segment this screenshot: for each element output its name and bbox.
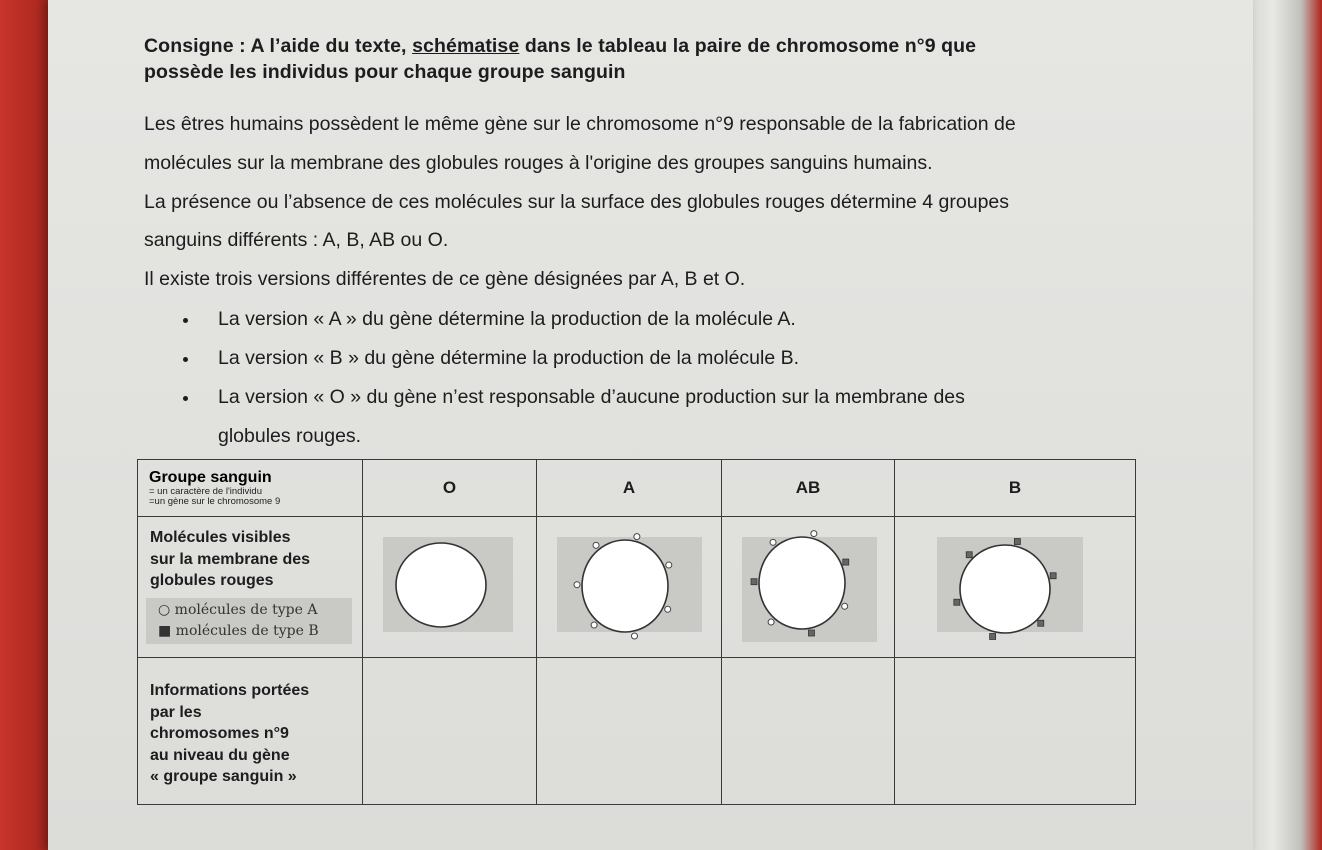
header-sub-1: = un caractère de l'individu xyxy=(149,486,262,497)
molecule-a-icon xyxy=(842,603,848,609)
molecule-a-icon xyxy=(593,542,599,548)
molecule-a-icon xyxy=(811,531,817,537)
answer-cell-b[interactable] xyxy=(895,658,1136,805)
molecule-a-icon xyxy=(574,582,580,588)
red-blood-cell xyxy=(582,540,668,632)
molecule-a-icon xyxy=(665,606,671,612)
info-label-2: par les xyxy=(150,703,202,721)
molecule-a-icon xyxy=(634,534,640,540)
red-blood-cell xyxy=(759,537,845,629)
cell-molecules-a xyxy=(537,517,722,658)
header-title: Groupe sanguin xyxy=(149,469,272,486)
consigne-line-2: possède les individus pour chaque groupe sanguin xyxy=(144,61,626,83)
paragraph-line-4: sanguins différents : A, B, AB ou O. xyxy=(144,229,449,251)
info-label-5: « groupe sanguin » xyxy=(150,768,297,785)
header-group-ab: AB xyxy=(722,460,895,517)
cell-molecules-o xyxy=(363,517,537,658)
bullet-item-o: La version « O » du gène n’est responsable d’aucune production sur la membrane des xyxy=(218,386,965,408)
bullet-item-a: La version « A » du gène détermine la production de la molécule A. xyxy=(218,308,796,330)
consigne-line-1: Consigne : A l’aide du texte, schématise dans le tableau la paire de chromosome n°9 que xyxy=(144,35,977,57)
molecule-b-icon xyxy=(990,633,996,639)
molecules-label-2: sur la membrane des xyxy=(150,550,311,568)
red-blood-cell xyxy=(396,543,486,627)
legend-type-a: ○ molécules de type A xyxy=(158,601,318,618)
info-label-3: chromosomes n°9 xyxy=(150,725,289,742)
header-sub-2: =un gène sur le chromosome 9 xyxy=(149,496,281,507)
table-row-info xyxy=(138,658,1136,805)
molecule-b-icon xyxy=(1014,539,1020,545)
background-right xyxy=(1252,0,1322,850)
molecules-label-3: globules rouges xyxy=(150,572,274,589)
bullet-continuation: globules rouges. xyxy=(218,425,362,447)
answer-cell-a[interactable] xyxy=(537,658,722,805)
molecule-b-icon xyxy=(966,552,972,558)
answer-cell-o[interactable] xyxy=(363,658,537,805)
table-header-row xyxy=(138,460,1136,517)
legend-type-b: ■ molécules de type B xyxy=(158,622,319,639)
molecule-a-icon xyxy=(770,539,776,545)
molecule-b-icon xyxy=(954,599,960,605)
molecule-a-icon xyxy=(591,622,597,628)
molecule-a-icon xyxy=(631,633,637,639)
red-cell-diagram-b xyxy=(895,517,1131,652)
info-label-4: au niveau du gène xyxy=(150,746,290,764)
red-cell-diagram-o xyxy=(363,517,533,652)
bullet-dot xyxy=(183,396,188,401)
paragraph-line-5: Il existe trois versions différentes de ce gène désignées par A, B et O. xyxy=(144,268,746,290)
consigne-keyword: schématise xyxy=(412,35,520,57)
blood-group-table xyxy=(137,459,1136,805)
table-row-molecules xyxy=(138,517,1136,658)
cell-molecules-b xyxy=(895,517,1136,658)
paragraph-line-3: La présence ou l’absence de ces molécules sur la surface des globules rouges détermine 4 groupes xyxy=(144,191,1010,213)
answer-cell-ab[interactable] xyxy=(722,658,895,805)
molecule-b-icon xyxy=(1038,620,1044,626)
consigne-block xyxy=(144,30,976,88)
molecules-label-cell xyxy=(138,517,363,658)
molecule-a-icon xyxy=(768,619,774,625)
paragraph-line-2: molécules sur la membrane des globules rouges à l'origine des groupes sanguins humains. xyxy=(144,152,933,174)
header-group-b: B xyxy=(895,460,1136,517)
molecule-b-icon xyxy=(751,579,757,585)
header-label-cell xyxy=(138,460,363,517)
bullet-dot xyxy=(183,318,188,323)
header-group-a: A xyxy=(537,460,722,517)
red-blood-cell xyxy=(960,545,1050,633)
bullet-dot xyxy=(183,357,188,362)
molecules-label-1: Molécules visibles xyxy=(150,529,291,546)
paragraph-line-1: Les êtres humains possèdent le même gène sur le chromosome n°9 responsable de la fabrication de xyxy=(144,113,1016,135)
red-cell-diagram-ab xyxy=(722,517,892,652)
header-group-o: O xyxy=(363,460,537,517)
info-label-cell xyxy=(138,658,363,805)
legend-box xyxy=(146,598,352,644)
molecule-a-icon xyxy=(666,562,672,568)
info-label-1: Informations portées xyxy=(150,682,310,699)
red-cell-diagram-a xyxy=(537,517,717,652)
molecule-b-icon xyxy=(808,630,814,636)
molecule-b-icon xyxy=(843,559,849,565)
bullet-item-b: La version « B » du gène détermine la production de la molécule B. xyxy=(218,347,800,369)
molecule-b-icon xyxy=(1050,573,1056,579)
cell-molecules-ab xyxy=(722,517,895,658)
